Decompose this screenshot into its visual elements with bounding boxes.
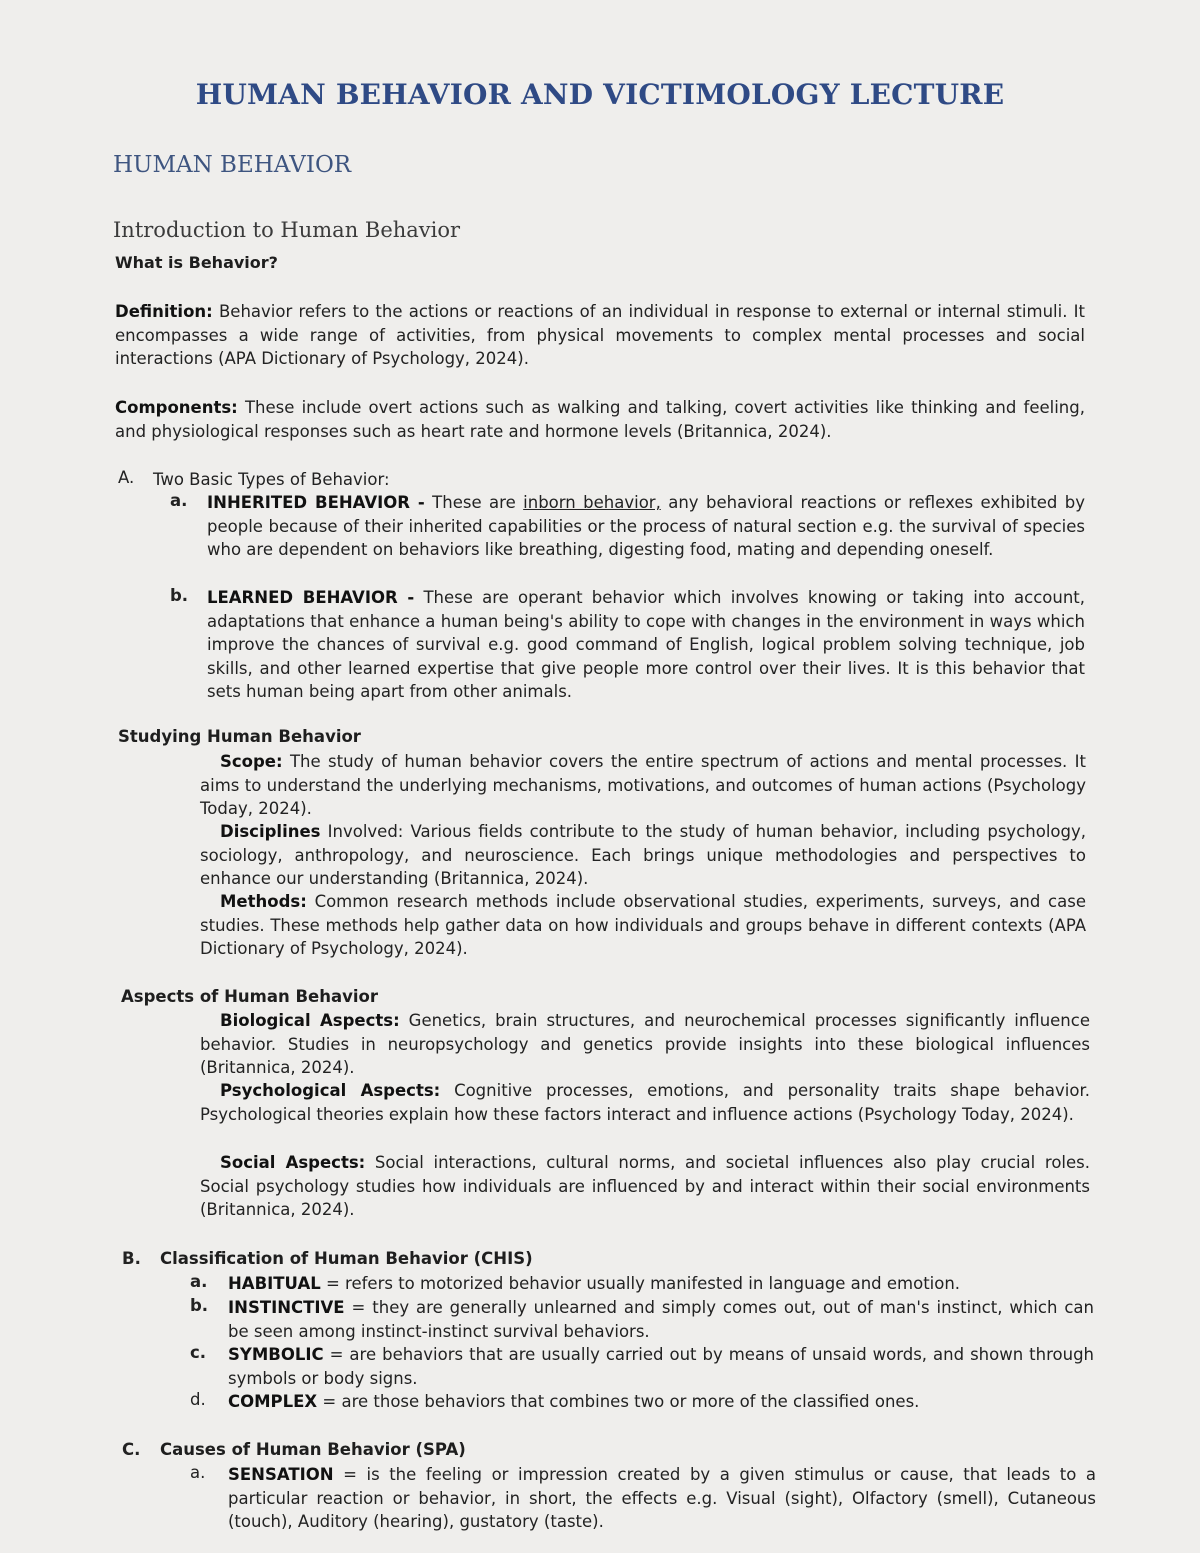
- item-term: SYMBOLIC: [228, 1345, 324, 1364]
- item-text: = is the feeling or impression created by a given stimulus or cause, that leads to a particular reaction or behavior, in short, the effects e.g. Visual (sight), Olfactory (smell), Cutaneous (touch), Auditory (hearing), gustatory (taste).: [228, 1465, 1096, 1531]
- section-a-item-inherited: [207, 491, 1085, 562]
- item-text: = they are generally unlearned and simply comes out, out of man's instinct, which can be seen among instinct-instinct survival behaviors.: [228, 1298, 1094, 1341]
- item-term: INSTINCTIVE: [228, 1298, 345, 1317]
- item-text-pre: These are: [424, 493, 524, 512]
- item-text: = refers to motorized behavior usually manifested in language and emotion.: [320, 1274, 961, 1293]
- components-paragraph: [115, 396, 1085, 443]
- section-b-item-marker: a.: [190, 1272, 208, 1291]
- aspects-biological: [200, 1009, 1090, 1080]
- aspects-social: [200, 1151, 1090, 1222]
- item-term: INHERITED BEHAVIOR -: [207, 493, 425, 512]
- section-b-title: Classification of Human Behavior (CHIS): [160, 1249, 533, 1268]
- section-c-marker: C.: [122, 1440, 141, 1459]
- components-text: These include overt actions such as walking and talking, covert activities like thinking and feeling, and physiological responses such as heart rate and hormone levels (Britannica, 2024).: [115, 398, 1085, 441]
- item-text: The study of human behavior covers the entire spectrum of actions and mental processes. It aims to understand the underlying mechanisms, motivations, and outcomes of human actions (Psychology Today, 2024).: [200, 752, 1086, 818]
- item-text: any behavioral reactions or reflexes exhibited by people because of their inherited capabilities or the process of natural section e.g. the survival of species who are dependent on behaviors like breathing, digesting food, mating and depending oneself.: [207, 493, 1085, 559]
- item-term: Psychological Aspects:: [220, 1081, 441, 1100]
- item-term: Social Aspects:: [220, 1153, 366, 1172]
- section-c-title: Causes of Human Behavior (SPA): [160, 1440, 466, 1459]
- section-a-item-marker: b.: [170, 586, 189, 605]
- item-term: Biological Aspects:: [220, 1011, 400, 1030]
- item-text: Social interactions, cultural norms, and societal influences also play crucial roles. Social psychology studies how individuals are influenced by and interact within their social environments (Britannica, 2024).: [200, 1153, 1090, 1219]
- section-a-item-marker: a.: [170, 491, 188, 510]
- item-text: These are operant behavior which involves knowing or taking into account, adaptations that enhance a human being's ability to cope with changes in the environment in ways which improve the chances of survival e.g. good command of English, logical problem solving technique, job skills, and other learned expertise that give people more control over their lives. It is this behavior that sets human being apart from other animals.: [207, 588, 1085, 701]
- item-underlined-text: inborn behavior,: [523, 493, 661, 512]
- section-b-item-complex: [228, 1390, 1094, 1414]
- definition-label: Definition:: [115, 302, 213, 321]
- section-c-item-sensation: [228, 1463, 1096, 1534]
- studying-heading: Studying Human Behavior: [118, 727, 361, 746]
- definition-text: Behavior refers to the actions or reactions of an individual in response to external or internal stimuli. It encompasses a wide range of activities, from physical movements to complex mental processes and social interactions (APA Dictionary of Psychology, 2024).: [115, 302, 1085, 368]
- aspects-heading: Aspects of Human Behavior: [121, 987, 378, 1006]
- item-text: = are those behaviors that combines two or more of the classified ones.: [317, 1392, 920, 1411]
- question-heading: What is Behavior?: [115, 253, 278, 272]
- section-b-item-marker: d.: [190, 1390, 206, 1409]
- aspects-psychological: [200, 1079, 1090, 1126]
- subsection-heading: Introduction to Human Behavior: [113, 218, 461, 242]
- item-text: Genetics, brain structures, and neurochemical processes significantly influence behavior. Studies in neuropsychology and genetics provide insights into these biological influences (Britannica, 2024).: [200, 1011, 1090, 1077]
- section-heading: HUMAN BEHAVIOR: [113, 152, 352, 178]
- item-term: SENSATION: [228, 1465, 334, 1484]
- section-a-item-learned: [207, 586, 1085, 704]
- item-term: Scope:: [220, 752, 283, 771]
- item-term: LEARNED BEHAVIOR -: [207, 588, 415, 607]
- definition-paragraph: [115, 300, 1085, 371]
- components-label: Components:: [115, 398, 238, 417]
- document-title: HUMAN BEHAVIOR AND VICTIMOLOGY LECTURE: [195, 78, 1005, 111]
- studying-methods: [200, 890, 1086, 961]
- item-text: Cognitive processes, emotions, and personality traits shape behavior. Psychological theories explain how these factors interact and influence actions (Psychology Today, 2024).: [200, 1081, 1091, 1124]
- item-term: Methods:: [220, 892, 307, 911]
- item-text: = are behaviors that are usually carried out by means of unsaid words, and shown through symbols or body signs.: [228, 1345, 1094, 1388]
- item-term: COMPLEX: [228, 1392, 318, 1411]
- section-b-item-symbolic: [228, 1343, 1094, 1390]
- section-b-item-instinctive: [228, 1296, 1094, 1343]
- section-b-marker: B.: [122, 1249, 141, 1268]
- item-term: HABITUAL: [228, 1274, 321, 1293]
- section-a-marker: A.: [118, 468, 135, 487]
- section-b-item-habitual: [228, 1272, 1094, 1296]
- section-b-item-marker: b.: [190, 1296, 209, 1315]
- item-text: Involved: Various fields contribute to the study of human behavior, including psychology, sociology, anthropology, and neuroscience. Each brings unique methodologies and perspectives to enhance our understanding (Britannica, 2024).: [200, 822, 1086, 888]
- section-b-item-marker: c.: [190, 1343, 207, 1362]
- studying-disciplines: [200, 820, 1086, 891]
- item-text: Common research methods include observational studies, experiments, surveys, and case studies. These methods help gather data on how individuals and groups behave in different contexts (APA Dictionary of Psychology, 2024).: [200, 892, 1086, 958]
- section-c-item-marker: a.: [190, 1463, 206, 1482]
- section-a-title: Two Basic Types of Behavior:: [153, 470, 390, 489]
- item-term: Disciplines: [220, 822, 321, 841]
- studying-scope: [200, 750, 1086, 821]
